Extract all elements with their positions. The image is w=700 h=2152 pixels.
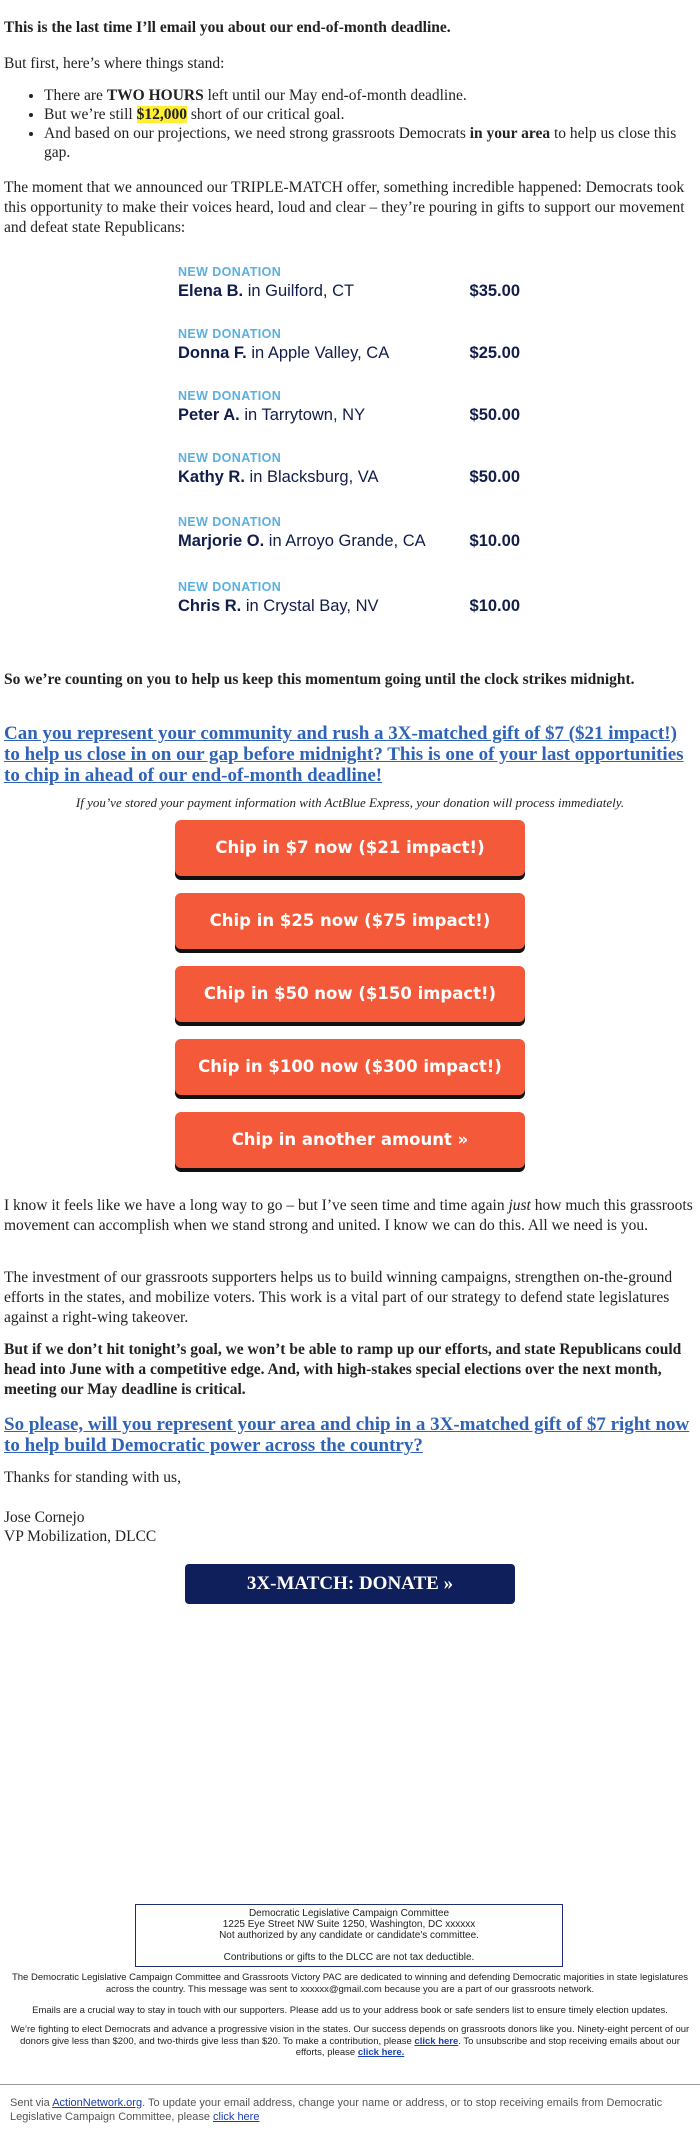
intro-text: But first, here’s where things stand: bbox=[4, 55, 225, 72]
emphasis-text: just bbox=[508, 1197, 531, 1214]
donation-item bbox=[178, 327, 520, 363]
bullet-text: to help us close this gap. bbox=[44, 125, 677, 161]
footer-text: . To unsubscribe and stop receiving emails about our efforts, please bbox=[295, 2035, 680, 2058]
paragraph-text: how much this grassroots movement can accomplish when we stand strong and united. I know we can do this. All we need is you. bbox=[4, 1197, 693, 1234]
donation-item bbox=[178, 515, 520, 551]
donor-place: in Crystal Bay, NV bbox=[241, 597, 379, 615]
footer-mission: The Democratic Legislative Campaign Committee and Grassroots Victory PAC are dedicated to winning and defending Democratic majorities in state legislatures across the country. This message was sent to xxxxxx@gmail.com because you are a part of our grassroots network. bbox=[11, 1972, 689, 1995]
paragraph-text: I know it feels like we have a long way to go – but I’ve seen time and time again bbox=[4, 1197, 509, 1214]
list-item bbox=[44, 124, 694, 162]
donor-name: Elena B. bbox=[178, 282, 244, 300]
donation-item bbox=[178, 389, 520, 425]
status-list bbox=[24, 86, 694, 162]
footer-donors bbox=[6, 2024, 694, 2059]
chip-in-100-button[interactable]: Chip in $100 now ($300 impact!) bbox=[175, 1039, 525, 1095]
momentum-text: So we’re counting on you to help us keep this momentum going until the clock strikes midnight. bbox=[4, 671, 635, 688]
sent-text: Sent via bbox=[10, 2097, 53, 2109]
donor-place: in Arroyo Grande, CA bbox=[264, 532, 426, 550]
bullet-text: But we’re still bbox=[44, 106, 137, 123]
footer-divider bbox=[0, 2084, 700, 2085]
donation-item bbox=[178, 265, 520, 301]
bullet-text: And based on our projections, we need strong grassroots Democrats bbox=[44, 125, 470, 142]
donation-tag: NEW DONATION bbox=[178, 265, 282, 279]
donation-tag: NEW DONATION bbox=[178, 389, 282, 403]
bullet-bold: TWO HOURS bbox=[106, 87, 204, 104]
bullet-text: short of our critical goal. bbox=[186, 106, 345, 123]
footer-address-box bbox=[135, 1904, 563, 1967]
express-note: If you’ve stored your payment information with ActBlue Express, your donation will process immediately. bbox=[75, 795, 625, 810]
donation-tag: NEW DONATION bbox=[178, 515, 282, 529]
bullet-bold: in your area bbox=[469, 125, 551, 142]
donor-name: Peter A. bbox=[178, 406, 240, 424]
ask-link[interactable]: Can you represent your community and rush a 3X-matched gift of $7 ($21 impact!) to help us close in on our gap before midnight? This is one of your last opportunities to chip in ahead of our end-of-month deadline! bbox=[4, 723, 684, 786]
list-item bbox=[44, 86, 694, 105]
sent-text: . To update your email address, change your name or address, or to stop receiving emails from Democratic Legislative Campaign Committee, please bbox=[10, 2097, 663, 2123]
donor-name: Kathy R. bbox=[178, 468, 245, 486]
donation-amount: $50.00 bbox=[469, 468, 520, 486]
investment-paragraph: The investment of our grassroots supporters helps us to build winning campaigns, strengthen on-the-ground efforts in the states, and mobilize voters. This work is a vital part of our strategy to defend state legislatures against a right-wing takeover. bbox=[4, 1269, 673, 1326]
donation-amount: $35.00 bbox=[469, 282, 520, 300]
chip-in-25-button[interactable]: Chip in $25 now ($75 impact!) bbox=[175, 893, 525, 949]
highlighted-amount: $12,000 bbox=[136, 106, 187, 123]
donor-name: Chris R. bbox=[178, 597, 242, 615]
authorization-note: Not authorized by any candidate or candidate's committee. bbox=[219, 1930, 479, 1941]
moment-paragraph: The moment that we announced our TRIPLE-MATCH offer, something incredible happened: Democrats took this opportunity to make their voices heard, loud and clear – they’re pouring in gifts to support our movement and defeat state Republicans: bbox=[4, 179, 685, 236]
sent-via-note bbox=[10, 2096, 690, 2124]
footer-contact-note: Emails are a crucial way to stay in touch with our supporters. Please add us to your address book or safe senders list to ensure timely election updates. bbox=[32, 2005, 668, 2016]
donor-place: in Blacksburg, VA bbox=[244, 468, 379, 486]
long-way-paragraph bbox=[4, 1196, 696, 1236]
donation-tag: NEW DONATION bbox=[178, 580, 282, 594]
unsubscribe-link[interactable]: click here. bbox=[357, 2047, 405, 2058]
donor-name: Marjorie O. bbox=[178, 532, 265, 550]
donation-amount: $50.00 bbox=[469, 406, 520, 424]
donor-name: Donna F. bbox=[178, 344, 247, 362]
chip-in-other-button[interactable]: Chip in another amount » bbox=[175, 1112, 525, 1168]
contribute-link[interactable]: click here bbox=[414, 2035, 459, 2047]
footer-text: We’re fighting to elect Democrats and advance a progressive vision in the states. Our success depends on grassroots donors like you. Ninety-eight percent of our donors give less than $200, and two-thirds give less than $20. To make a contribution, please bbox=[10, 2024, 690, 2047]
donation-item bbox=[178, 580, 520, 616]
deadline-paragraph: But if we don’t hit tonight’s goal, we won’t be able to ramp up our efforts, and state Republicans could head into June with a competitive edge. And, with high-stakes special elections over the next month, meeting our May deadline is critical. bbox=[4, 1341, 682, 1398]
donation-amount: $10.00 bbox=[469, 597, 520, 615]
donor-place: in Tarrytown, NY bbox=[239, 406, 366, 424]
signer-name: Jose Cornejo bbox=[4, 1509, 85, 1526]
headline: This is the last time I’ll email you about our end-of-month deadline. bbox=[4, 19, 451, 36]
manage-email-link[interactable]: click here bbox=[213, 2111, 260, 2123]
chip-in-50-button[interactable]: Chip in $50 now ($150 impact!) bbox=[175, 966, 525, 1022]
donation-item bbox=[178, 451, 520, 487]
donation-amount: $25.00 bbox=[469, 344, 520, 362]
donor-place: in Apple Valley, CA bbox=[246, 344, 390, 362]
donation-tag: NEW DONATION bbox=[178, 327, 282, 341]
donate-button[interactable]: 3X-MATCH: DONATE » bbox=[185, 1564, 515, 1604]
bullet-text: left until our May end-of-month deadline. bbox=[203, 87, 467, 104]
org-name: Democratic Legislative Campaign Committee bbox=[248, 1908, 450, 1919]
donation-amount: $10.00 bbox=[469, 532, 520, 550]
list-item bbox=[44, 105, 694, 124]
tax-note: Contributions or gifts to the DLCC are not tax deductible. bbox=[223, 1952, 475, 1963]
donation-tag: NEW DONATION bbox=[178, 451, 282, 465]
actionnetwork-link[interactable]: ActionNetwork.org bbox=[52, 2097, 143, 2109]
so-please-link[interactable]: So please, will you represent your area and chip in a 3X-matched gift of $7 right now to help build Democratic power across the country? bbox=[4, 1414, 690, 1456]
thanks-text: Thanks for standing with us, bbox=[4, 1469, 181, 1486]
signer-title: VP Mobilization, DLCC bbox=[4, 1528, 157, 1545]
bullet-text: There are bbox=[44, 87, 107, 104]
org-address: 1225 Eye Street NW Suite 1250, Washington, DC xxxxxx bbox=[222, 1919, 476, 1930]
chip-in-7-button[interactable]: Chip in $7 now ($21 impact!) bbox=[175, 820, 525, 876]
donor-place: in Guilford, CT bbox=[243, 282, 355, 300]
